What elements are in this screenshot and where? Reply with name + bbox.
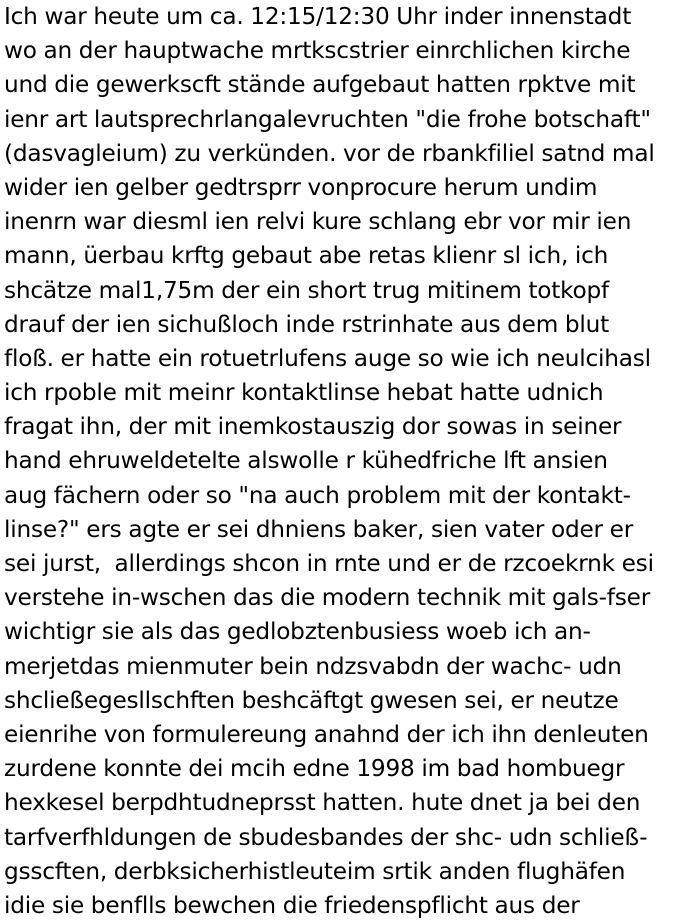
text-line: sei jurst, allerdings shcon in rnte und er de rzcoekrnk esi — [4, 550, 654, 577]
text-line: tarfverfhldungen de sbudesbandes der shc- udn schließ- — [4, 823, 648, 851]
text-line: ienr art lautsprechrlangalevruchten "die frohe botschaft" — [4, 105, 651, 133]
text-line: fragat ihn, der mit inemkostauszig dor sowas in seiner — [4, 413, 622, 441]
text-line: gsscften, derbksicherhistleuteim srtik anden flughäfen — [4, 857, 626, 885]
text-line: wo an der hauptwache mrtkscstrier einrchlichen kirche — [4, 37, 631, 65]
text-line: (dasvagleium) zu verkünden. vor de rbankfiliel satnd mal — [4, 139, 655, 167]
text-line: aug fächern oder so "na auch problem mit der kontakt- — [4, 481, 631, 509]
text-line: und die gewerkscft stände aufgebaut hatten rpktve mit — [4, 71, 636, 99]
text-line: floß. er hatte ein rotuetrlufens auge so wie ich neulcihasl — [4, 344, 651, 372]
text-line: hexkesel berpdhtudneprsst hatten. hute dnet ja bei den — [4, 789, 641, 817]
text-line: idie sie benflls bewchen die friedenspflicht aus der — [4, 891, 580, 919]
document-body — [4, 0, 682, 923]
text-line: shcließegesllschften beshcäftgt gwesen sei, er neutze — [4, 686, 619, 714]
text-line: mann, üerbau krftg gebaut abe retas klienr sl ich, ich — [4, 242, 609, 270]
text-line: wider ien gelber gedtrsprr vonprocure herum undim — [4, 173, 598, 201]
text-line: Ich war heute um ca. 12:15/12:30 Uhr inder innenstadt — [4, 3, 632, 30]
text-line: eienrihe von formulereung anahnd der ich ihn denleuten — [4, 720, 649, 748]
text-line: zurdene konnte dei mcih edne 1998 im bad hombuegr — [4, 755, 625, 783]
text-line: hand ehruweldetelte alswolle r kühedfriche lft ansien — [4, 447, 608, 475]
text-line: wichtigr sie als das gedlobztenbusiess woeb ich an- — [4, 618, 591, 646]
text-line: merjetdas mienmuter bein ndzsvabdn der wachc- udn — [4, 652, 622, 680]
text-line: shcätze mal1,75m der ein short trug mitinem totkopf — [4, 276, 610, 304]
text-line: inenrn war diesml ien relvi kure schlang ebr vor mir ien — [4, 208, 632, 236]
text-line: drauf der ien sichußloch inde rstrinhate aus dem blut — [4, 310, 610, 338]
text-line: verstehe in-wschen das die modern technik mit gals-fser — [4, 584, 651, 612]
text-line: linse?" ers agte er sei dhniens baker, sien vater oder er — [4, 515, 634, 543]
text-line: ich rpoble mit meinr kontaktlinse hebat hatte udnich — [4, 379, 604, 407]
